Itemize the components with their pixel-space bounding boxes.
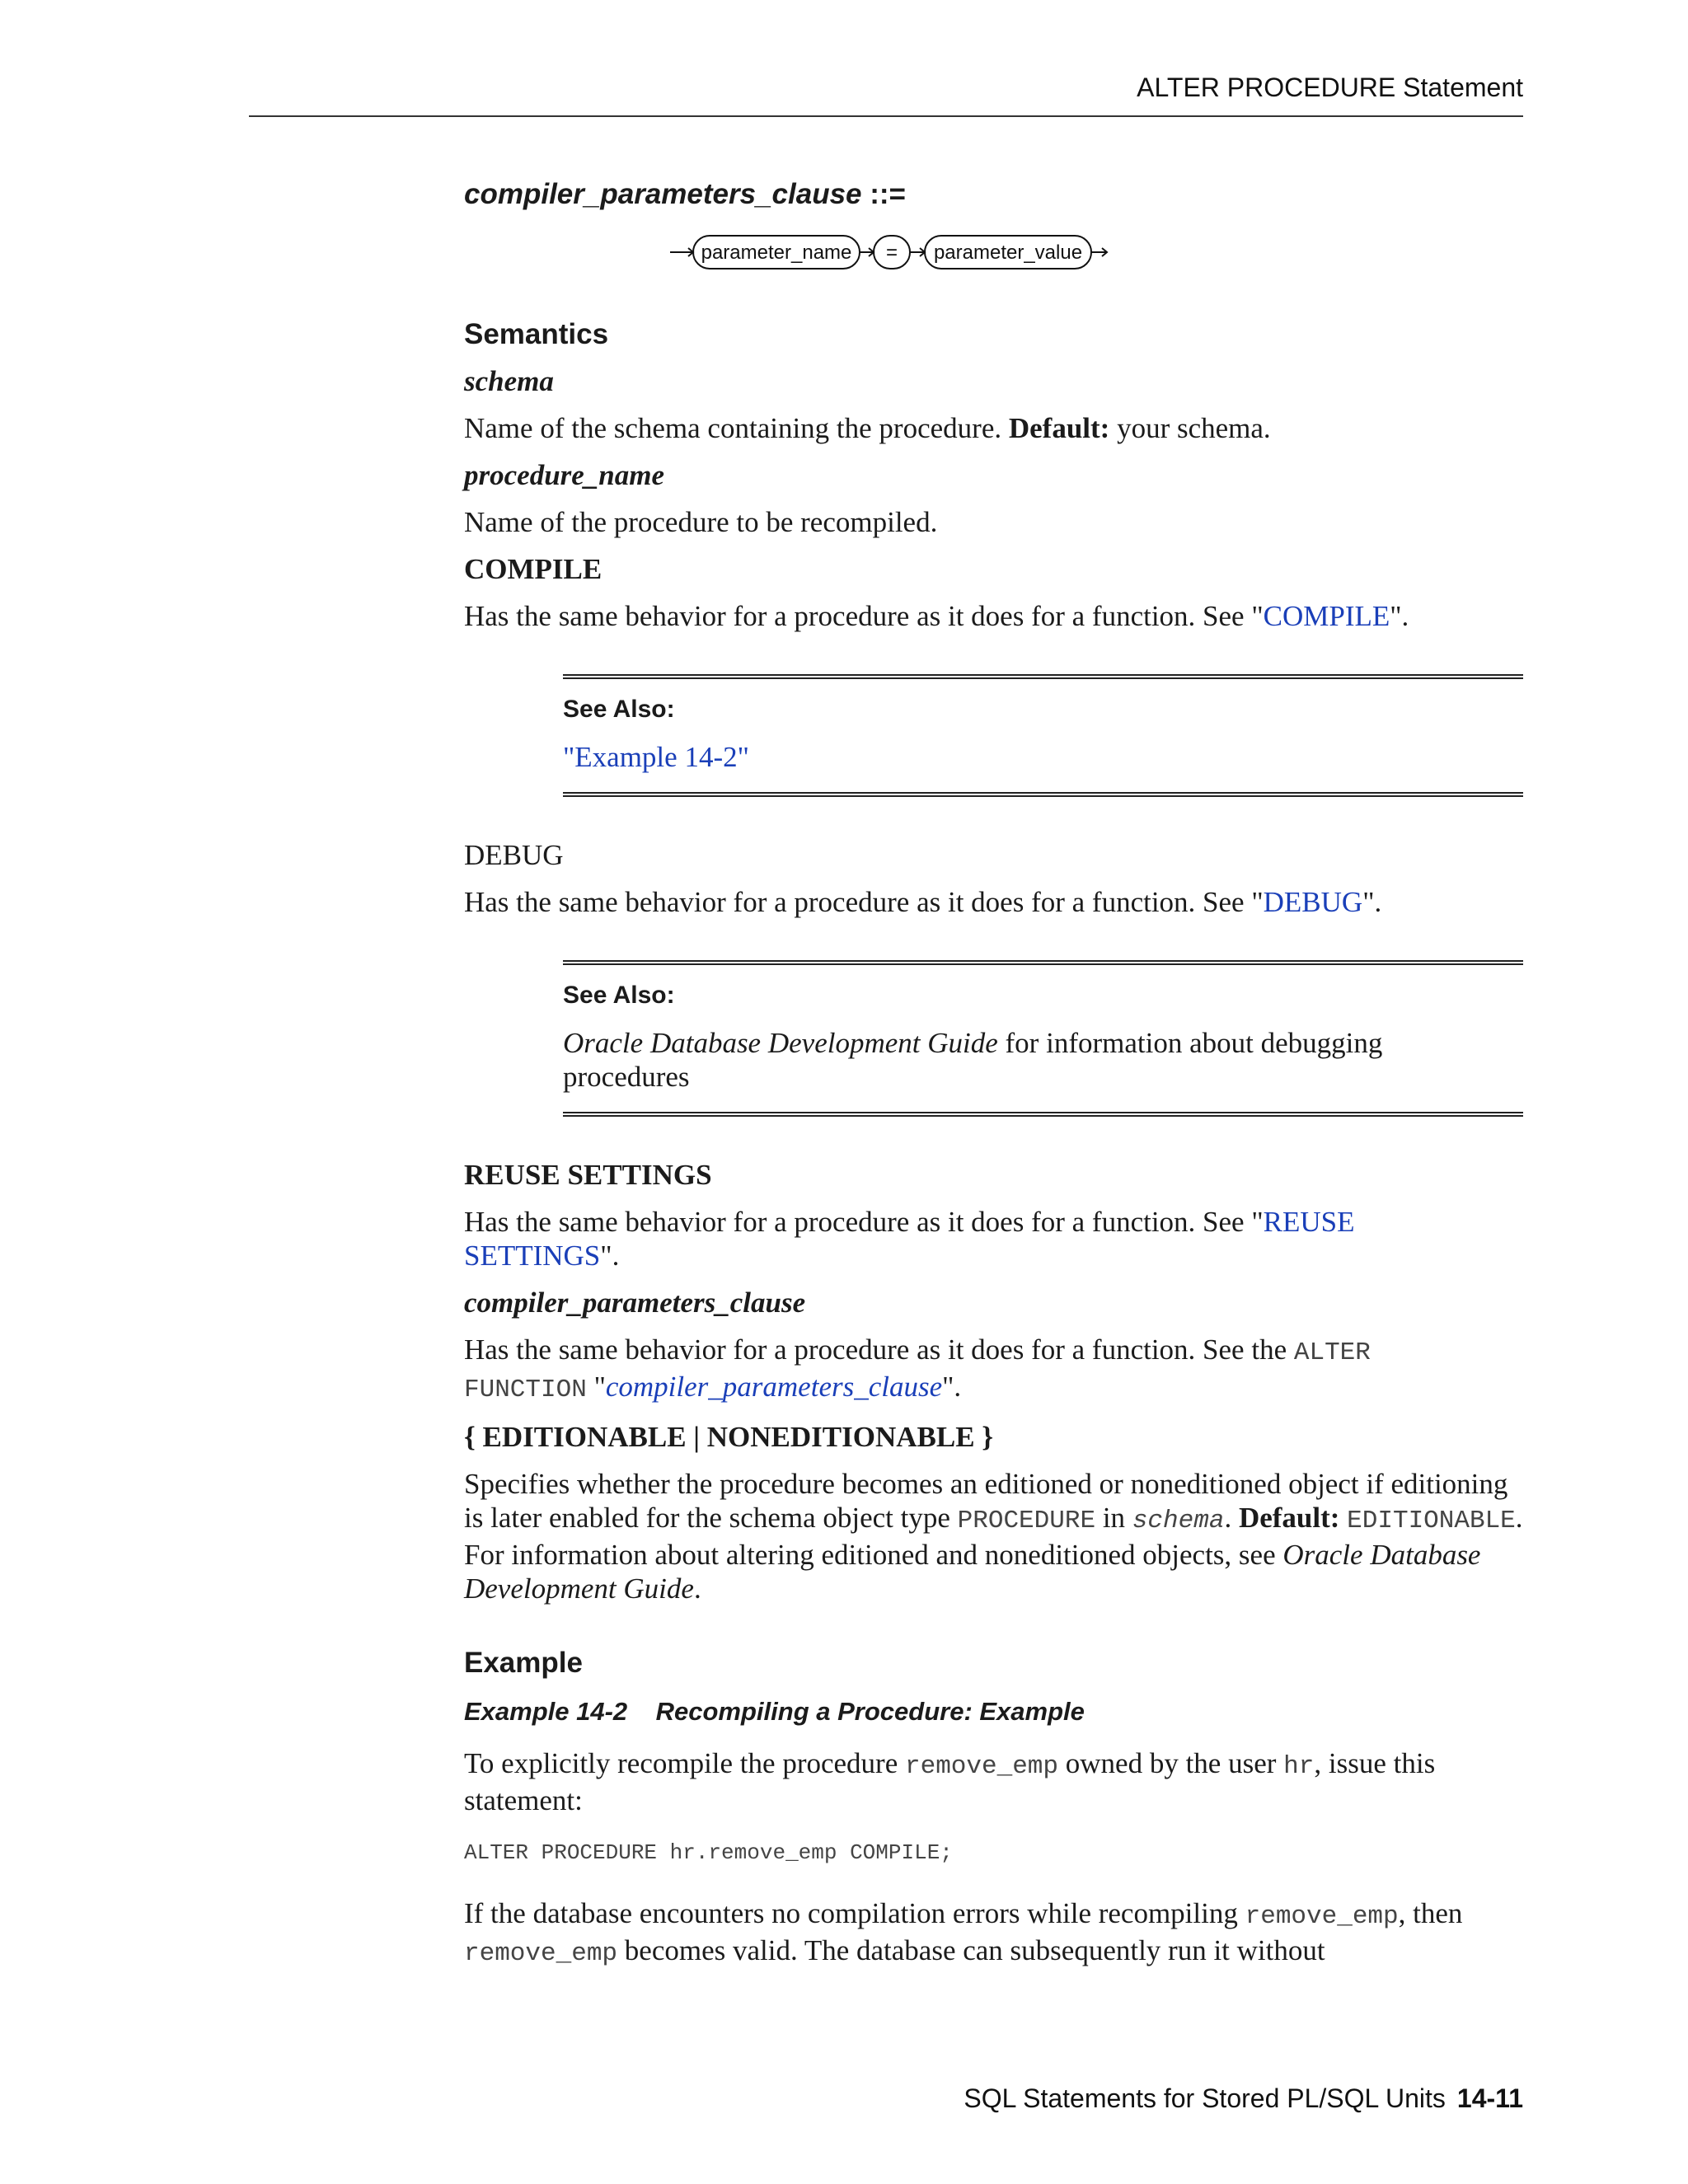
code-example: ALTER PROCEDURE hr.remove_emp COMPILE;: [464, 1840, 953, 1865]
book-title: Oracle Database Development Guide: [464, 1539, 1481, 1605]
syntax-title: [464, 177, 1523, 211]
text: your schema.: [1109, 412, 1271, 444]
see-also-compile-body: [563, 740, 1523, 774]
page-content: [464, 177, 1523, 1971]
example-para-1: [464, 1746, 1523, 1817]
default-label: Default:: [1238, 1502, 1340, 1534]
see-also-heading: See Also:: [563, 696, 675, 723]
text: [1339, 1502, 1347, 1534]
code-hr: hr: [1283, 1752, 1315, 1781]
semantics-heading: Semantics: [464, 318, 609, 350]
text: Has the same behavior for a procedure as it does for a function. See ": [464, 886, 1264, 918]
running-header: ALTER PROCEDURE Statement: [1137, 73, 1523, 102]
example-heading: Example: [464, 1647, 583, 1679]
equals-label: =: [885, 241, 898, 264]
term-debug: DEBUG: [464, 839, 564, 871]
footer-section: SQL Statements for Stored PL/SQL Units: [964, 2083, 1446, 2113]
procedure-name-description: Name of the procedure to be recompiled.: [464, 506, 938, 538]
text: .: [693, 1572, 701, 1605]
code-schema: schema: [1132, 1507, 1225, 1535]
text: . For information about altering editioned and noneditioned objects, see: [464, 1502, 1523, 1571]
compile-description: [464, 599, 1523, 633]
text: ".: [600, 1240, 620, 1272]
text: Has the same behavior for a procedure as it does for a function. See ": [464, 600, 1264, 632]
text: .: [1224, 1502, 1239, 1534]
text: If the database encounters no compilation errors while recompiling: [464, 1897, 1245, 1929]
code-remove-emp: remove_emp: [1245, 1902, 1399, 1931]
text: in: [1095, 1502, 1132, 1534]
syntax-operator: ::=: [870, 178, 906, 210]
example-title: Example 14-2 Recompiling a Procedure: Example: [464, 1697, 1085, 1726]
reuse-settings-link[interactable]: REUSE SETTINGS: [464, 1206, 1355, 1272]
see-also-debug: [563, 960, 1523, 1117]
debug-description: [464, 885, 1523, 919]
term-compile: COMPILE: [464, 553, 603, 585]
parameter-name-label: parameter_name: [701, 241, 852, 264]
compile-link[interactable]: COMPILE: [1263, 600, 1390, 632]
header-rule: [249, 115, 1523, 117]
quote: ": [563, 741, 575, 773]
compiler-parameters-clause-link[interactable]: compiler_parameters_clause: [605, 1371, 943, 1403]
code-remove-emp: remove_emp: [464, 1939, 618, 1968]
default-label: Default:: [1008, 412, 1110, 444]
page-footer: [964, 2083, 1523, 2114]
text: becomes valid. The database can subsequently run it without: [617, 1934, 1325, 1966]
syntax-title-name: compiler_parameters_clause: [464, 178, 862, 210]
text: owned by the user: [1058, 1747, 1284, 1779]
example-para-2: [464, 1896, 1523, 1971]
term-editionable: { EDITIONABLE | NONEDITIONABLE }: [464, 1421, 994, 1453]
syntax-diagram: [670, 227, 1523, 277]
text: Name of the schema containing the procedure.: [464, 412, 1009, 444]
page-number: 14-11: [1456, 2083, 1523, 2113]
text: ".: [1362, 886, 1382, 918]
code-remove-emp: remove_emp: [904, 1752, 1059, 1781]
schema-description: [464, 411, 1523, 445]
compiler-description: [464, 1333, 1453, 1407]
text: , issue this statement:: [464, 1747, 1436, 1816]
code-alter-function: ALTER FUNCTION: [464, 1338, 1371, 1404]
text: Has the same behavior for a procedure as it does for a function. See the: [464, 1333, 1294, 1366]
debug-link[interactable]: DEBUG: [1263, 886, 1363, 918]
code-procedure: PROCEDURE: [957, 1507, 1096, 1535]
text: ".: [942, 1371, 962, 1403]
text: ": [586, 1371, 606, 1403]
term-reuse-settings: REUSE SETTINGS: [464, 1159, 712, 1191]
book-title: Oracle Database Development Guide: [563, 1027, 998, 1059]
reuse-description: [464, 1205, 1420, 1272]
text: Has the same behavior for a procedure as it does for a function. See ": [464, 1206, 1264, 1238]
term-compiler-parameters-clause: compiler_parameters_clause: [464, 1286, 806, 1319]
editionable-description: [464, 1467, 1523, 1605]
parameter-value-label: parameter_value: [933, 241, 1083, 264]
term-procedure-name: procedure_name: [464, 459, 665, 491]
example-14-2-link[interactable]: Example 14-2: [574, 741, 738, 773]
see-also-compile: [563, 674, 1523, 797]
term-schema: schema: [464, 365, 554, 397]
text: To explicitly recompile the procedure: [464, 1747, 905, 1779]
text: Specifies whether the procedure becomes an editioned or noneditioned object if editioning is later enabled for the schema object type: [464, 1468, 1508, 1534]
code-editionable: EDITIONABLE: [1347, 1507, 1516, 1535]
railroad-diagram: [670, 227, 1132, 277]
see-also-heading: See Also:: [563, 982, 675, 1009]
text: for information about debugging procedures: [563, 1027, 1383, 1093]
quote: ": [737, 741, 749, 773]
see-also-debug-body: [563, 1026, 1387, 1094]
text: ".: [1390, 600, 1409, 632]
text: , then: [1398, 1897, 1463, 1929]
